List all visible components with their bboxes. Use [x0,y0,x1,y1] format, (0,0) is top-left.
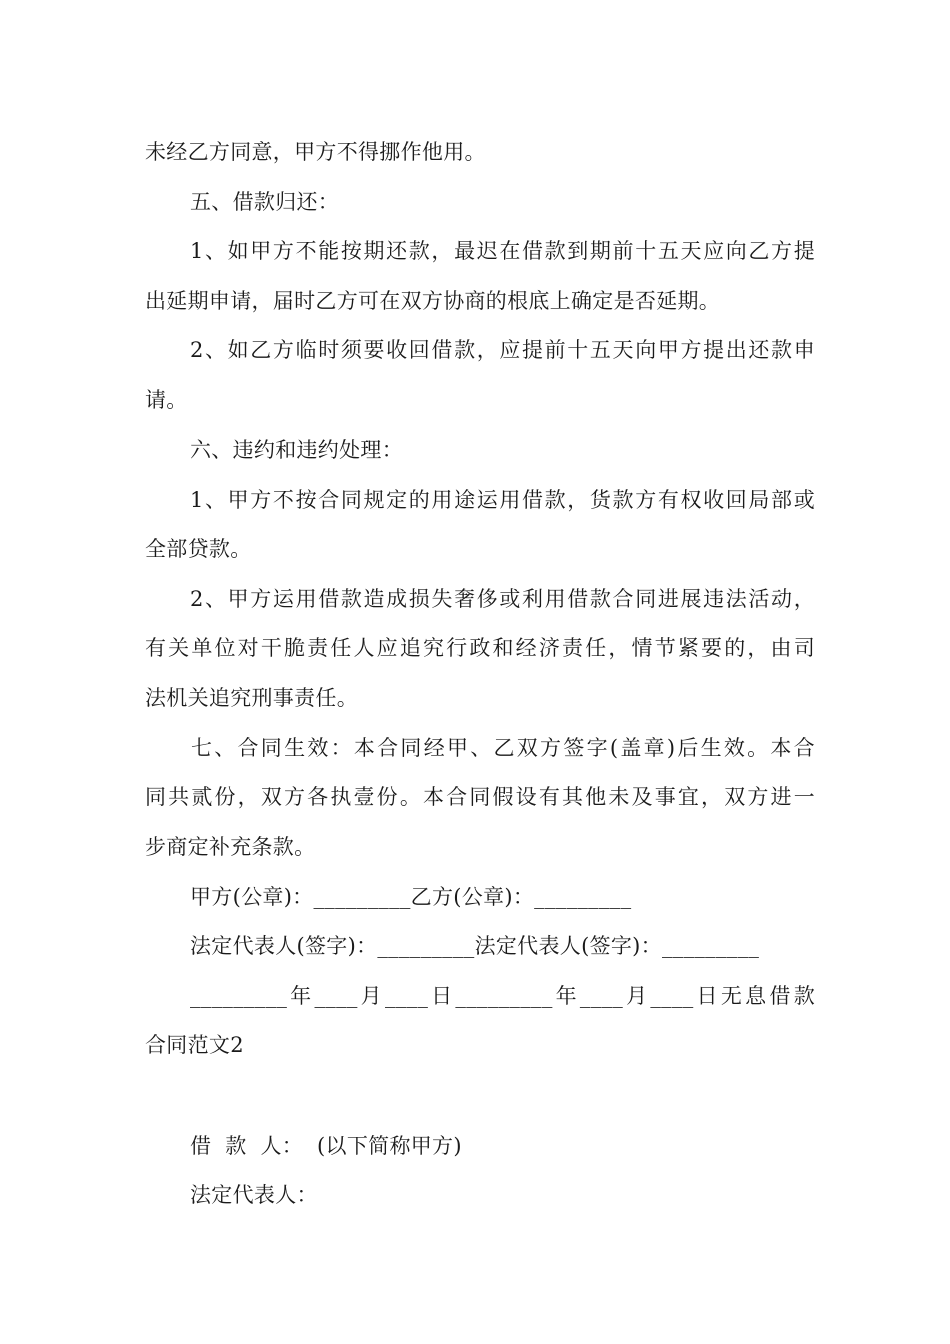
signature-line: 甲方(公章)：_________乙方(公章)：_________ [190,885,632,909]
text-line: 2、甲方运用借款造成损失奢侈或利用借款合同进展违法活动， [190,587,815,611]
text-line: 全部贷款。 [145,537,252,561]
text-line: 1、如甲方不能按期还款，最迟在借款到期前十五天应向乙方提 [190,239,815,263]
section-heading: 六、违约和违约处理： [190,438,403,462]
legal-rep-field: 法定代表人： [190,1183,318,1207]
text-line: 同共贰份，双方各执壹份。本合同假设有其他未及事宜，双方进一 [145,785,815,809]
text-line: 步商定补充条款。 [145,835,316,859]
text-line: 出延期申请，届时乙方可在双方协商的根底上确定是否延期。 [145,289,721,313]
date-line: _________年____月____日_________年____月____日无息借款 [190,984,815,1008]
signature-line: 法定代表人(签字)：_________法定代表人(签字)：_________ [190,934,760,958]
text-line: 请。 [145,388,188,412]
text-line: 有关单位对干脆责任人应追究行政和经济责任，情节紧要的，由司 [145,636,815,660]
document-title: 合同范文2 [145,1033,244,1057]
text-line: 2、如乙方临时须要收回借款，应提前十五天向甲方提出还款申 [190,338,815,362]
borrower-field: 借 款 人： (以下简称甲方) [190,1134,462,1158]
text-line: 未经乙方同意，甲方不得挪作他用。 [145,140,486,164]
section-heading: 五、借款归还： [190,190,340,214]
text-line: 七、合同生效：本合同经甲、乙双方签字(盖章)后生效。本合 [191,736,815,760]
text-line: 法机关追究刑事责任。 [145,686,358,710]
text-line: 1、甲方不按合同规定的用途运用借款，货款方有权收回局部或 [190,488,815,512]
